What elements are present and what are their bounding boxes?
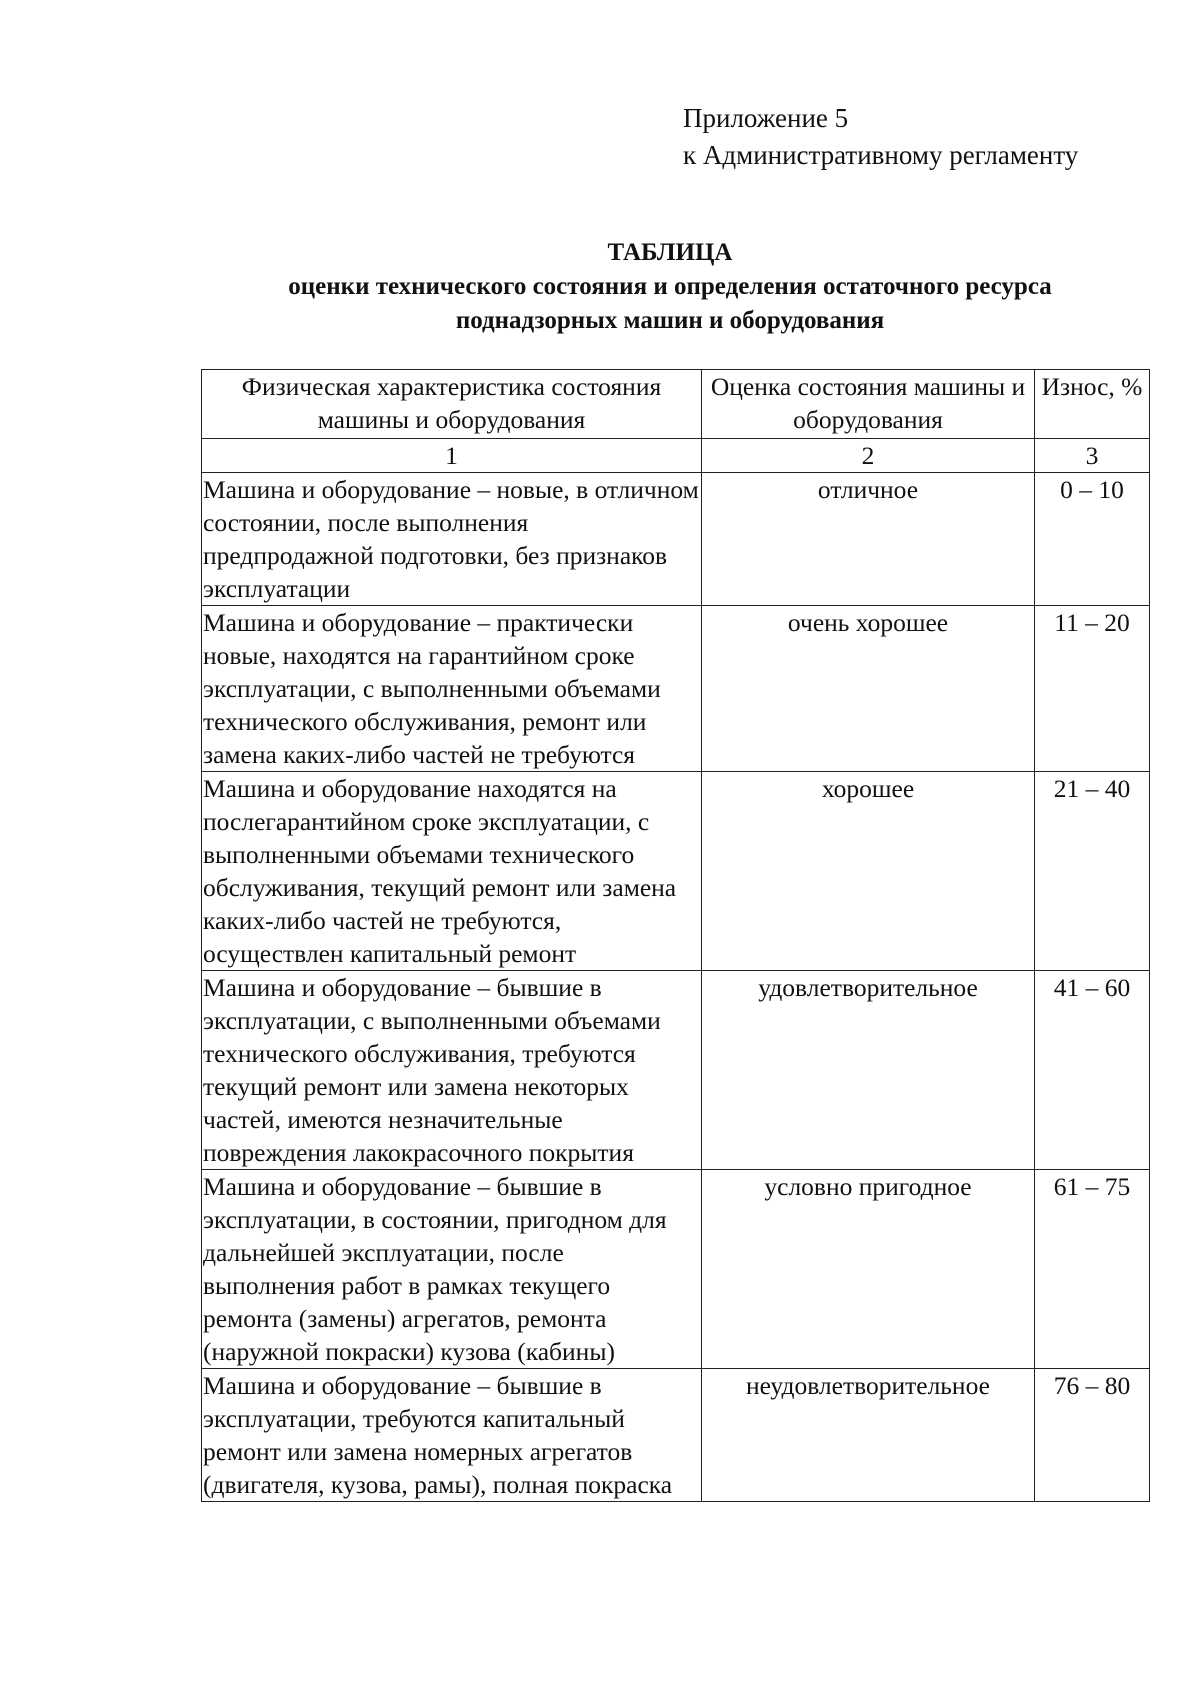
- column-number-2: 2: [702, 439, 1035, 473]
- row-assessment: условно пригодное: [702, 1170, 1035, 1369]
- table-row: [202, 772, 1150, 971]
- table-header-row: [202, 370, 1150, 439]
- column-number-1: 1: [202, 439, 702, 473]
- row-wear: 21 – 40: [1035, 772, 1150, 971]
- row-description: Машина и оборудование – бывшие в эксплуатации, в состоянии, пригодном для дальнейшей эксплуатации, после выполнения работ в рамках текущего ремонта (замены) агрегатов, ремонта (наружной покраски) кузова (кабины): [202, 1170, 702, 1369]
- table-row: [202, 971, 1150, 1170]
- row-description: Машина и оборудование – практически новые, находятся на гарантийном сроке эксплуатации, с выполненными объемами технического обслуживания, ремонт или замена каких-либо частей не требуются: [202, 606, 702, 772]
- row-assessment: хорошее: [702, 772, 1035, 971]
- appendix-header: [683, 100, 1078, 174]
- row-description: Машина и оборудование – бывшие в эксплуатации, требуются капитальный ремонт или замена номерных агрегатов (двигателя, кузова, рамы), полная покраска: [202, 1369, 702, 1502]
- table-row: [202, 473, 1150, 606]
- row-wear: 41 – 60: [1035, 971, 1150, 1170]
- document-title: [0, 236, 1200, 338]
- row-assessment: неудовлетворительное: [702, 1369, 1035, 1502]
- title-subtitle-line1: оценки технического состояния и определения остаточного ресурса: [288, 273, 1052, 300]
- title-subtitle-line2: поднадзорных машин и оборудования: [455, 307, 885, 334]
- column-header-wear: Износ, %: [1035, 370, 1150, 439]
- row-wear: 76 – 80: [1035, 1369, 1150, 1502]
- row-assessment: очень хорошее: [702, 606, 1035, 772]
- row-wear: 11 – 20: [1035, 606, 1150, 772]
- row-description: Машина и оборудование находятся на послегарантийном сроке эксплуатации, с выполненными объемами технического обслуживания, текущий ремонт или замена каких-либо частей не требуются, осуществлен капитальный ремонт: [202, 772, 702, 971]
- title-main: ТАБЛИЦА: [607, 239, 733, 266]
- appendix-reference: к Административному регламенту: [683, 140, 1079, 170]
- row-assessment: отличное: [702, 473, 1035, 606]
- column-header-assessment: Оценка состояния машины и оборудования: [702, 370, 1035, 439]
- row-description: Машина и оборудование – новые, в отличном состоянии, после выполнения предпродажной подготовки, без признаков эксплуатации: [202, 473, 702, 606]
- table-row: [202, 1369, 1150, 1502]
- column-number-3: 3: [1035, 439, 1150, 473]
- table-row: [202, 606, 1150, 772]
- column-header-description: Физическая характеристика состояния машины и оборудования: [202, 370, 702, 439]
- appendix-number: Приложение 5: [683, 103, 849, 133]
- row-wear: 0 – 10: [1035, 473, 1150, 606]
- assessment-table: [201, 369, 1150, 1502]
- table-row: [202, 1170, 1150, 1369]
- row-wear: 61 – 75: [1035, 1170, 1150, 1369]
- row-assessment: удовлетворительное: [702, 971, 1035, 1170]
- column-number-row: [202, 439, 1150, 473]
- row-description: Машина и оборудование – бывшие в эксплуатации, с выполненными объемами технического обслуживания, требуются текущий ремонт или замена некоторых частей, имеются незначительные повреждения лакокрасочного покрытия: [202, 971, 702, 1170]
